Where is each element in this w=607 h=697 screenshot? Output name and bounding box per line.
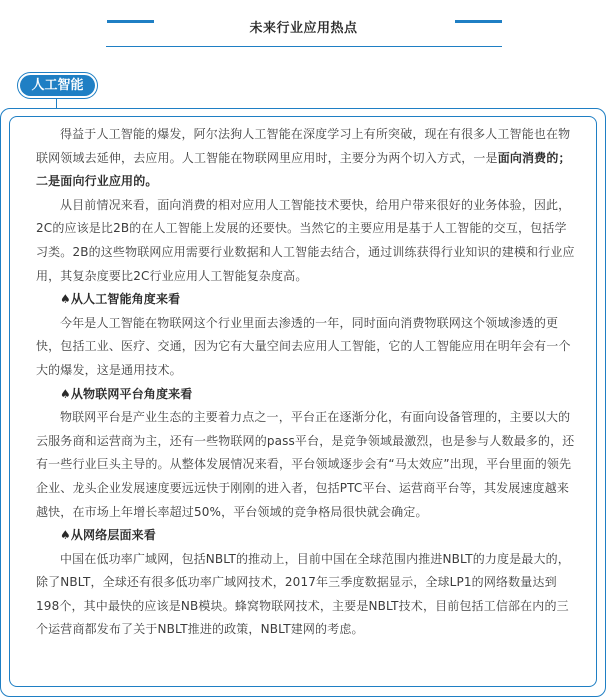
header-underline [106,46,502,47]
paragraph-intro-text: 得益于人工智能的爆发，阿尔法狗人工智能在深度学习上有所突破，现在有很多人工智能也在物联网领域去延伸，去应用。人工智能在物联网里应用时，主要分为两个切入方式，一是 [36,127,571,165]
category-tag-label: 人工智能 [20,75,95,96]
category-tag [17,72,98,99]
article-body [36,123,576,642]
paragraph-ai-perspective: 今年是人工智能在物联网这个行业里面去渗透的一年，同时面向消费物联网这个领域渗透的更快，包括工业、医疗、交通，因为它有大量空间去应用人工智能，它的人工智能应用在明年会有一个大的爆发，这是通用技术。 [36,315,571,377]
paragraph-intro [36,123,576,194]
paragraph-platform-perspective: 物联网平台是产业生态的主要着力点之一，平台正在逐渐分化，有面向设备管理的，主要以大的云服务商和运营商为主，还有一些物联网的pass平台，是竞争领域最激烈，也是参与人数最多的，还有一些行业巨头主导的。从整体发展情况来看，平台领域逐步会有“马太效应”出现，平台里面的领先企业、龙头企业发展速度要远远快于刚刚的进入者，包括PTC平台、运营商平台等，其发展速度越来越快，在市场上年增长率超过50%，平台领域的竞争格局很快就会确定。 [36,410,575,519]
subheading-ai-perspective: ♠从人工智能角度来看 [60,292,181,307]
subheading-platform-perspective: ♠从物联网平台角度来看 [60,386,193,401]
section-title: 未来行业应用热点 [249,21,358,36]
header-decor-line-right [455,20,502,23]
paragraph-intro-emphasis: 面向消费的；二是面向行业应用的。 [36,150,571,189]
subheading-network-perspective: ♠从网络层面来看 [60,528,156,543]
paragraph-consumer-vs-industry: 从目前情况来看，面向消费的相对应用人工智能技术要快，给用户带来很好的业务体验，因此，2C的应该是比2B的在人工智能上发展的还要快。当然它的主要应用是基于人工智能的交互，包括学习类。2B的这些物联网应用需要行业数据和人工智能去结合，通过训练获得行业知识的建模和行业应用，其复杂度要比2C行业应用人工智能复杂度高。 [36,197,575,283]
paragraph-network-perspective: 中国在低功率广域网，包括NBLT的推动上，目前中国在全球范围内推进NBLT的力度是最大的，除了NBLT，全球还有很多低功率广域网技术，2017年三季度数据显示，全球LP1的网络数量达到198个，其中最快的应该是NB模块。蜂窝物联网技术，主要是NBLT技术，目前包括工信部在内的三个运营商都发布了关于NBLT推进的政策，NBLT建网的考虑。 [36,551,570,637]
